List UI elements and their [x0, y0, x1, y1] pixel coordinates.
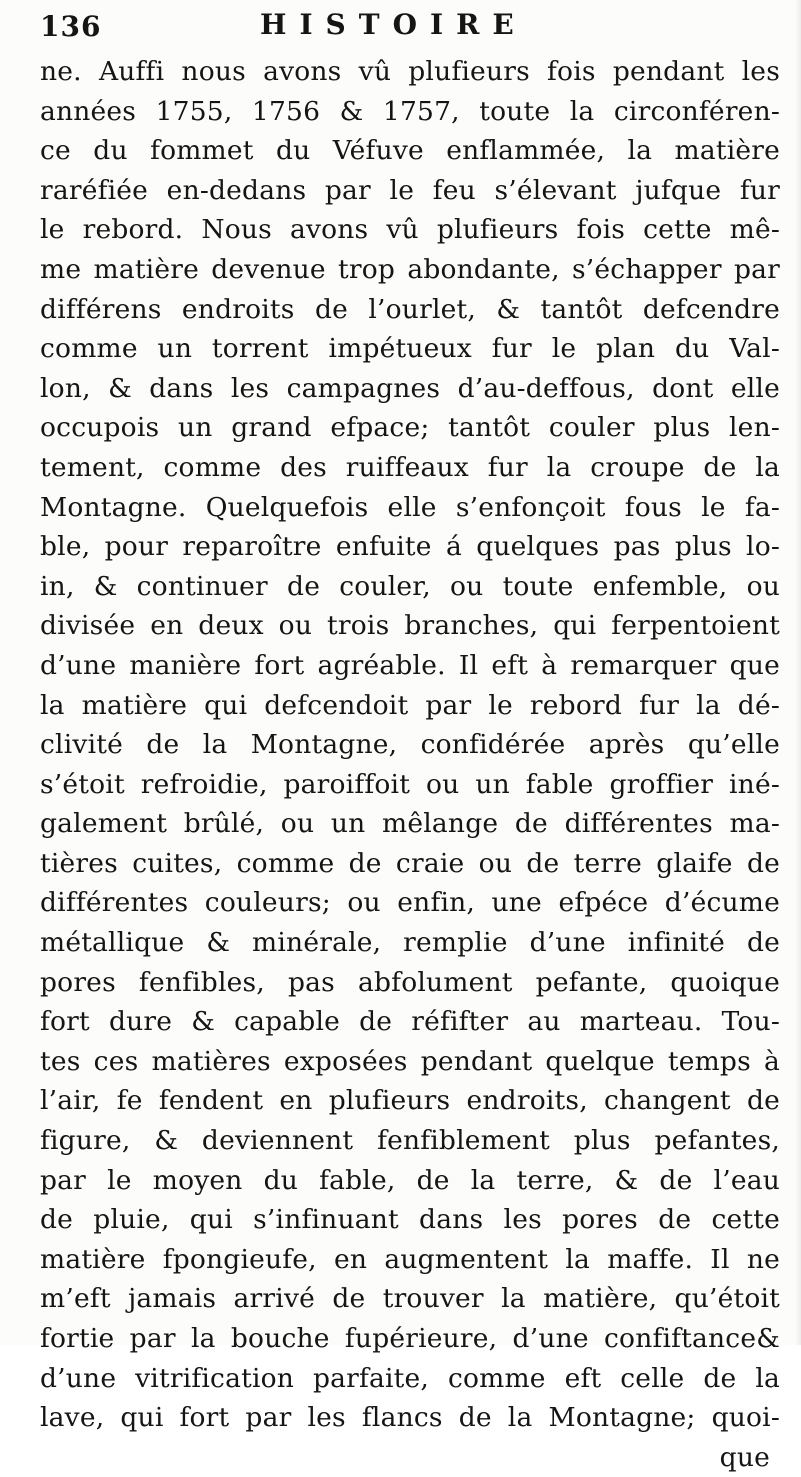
text-line: clivité de la Montagne, confidérée après qu’elle: [40, 729, 780, 761]
text-line: fortie par la bouche fupérieure, d’une confiftance&: [40, 1323, 780, 1354]
text-line: le rebord. Nous avons vû plufieurs fois cette mê-: [40, 214, 780, 246]
text-line: métallique & minérale, remplie d’une infinité de: [40, 927, 780, 959]
text-line: ble, pour reparoître enfuite á quelques pas plus lo-: [40, 531, 780, 563]
page-edge-shadow: [795, 0, 801, 1345]
text-line: la matière qui defcendoit par le rebord fur la dé-: [40, 689, 780, 721]
text-line: tement, comme des ruiffeaux fur la croupe de la: [40, 451, 780, 483]
running-title: HISTOIRE: [260, 8, 527, 41]
text-line: pores fenfibles, pas abfolument pefante, quoique: [40, 966, 780, 998]
text-line: raréfiée en-dedans par le feu s’élevant jufque fur: [40, 174, 780, 206]
text-line: me matière devenue trop abondante, s’échapper par: [40, 253, 780, 285]
text-line: d’une manière fort agréable. Il eft à remarquer que: [40, 649, 780, 681]
body-text: [40, 52, 780, 1477]
text-line: occupois un grand efpace; tantôt couler plus len-: [40, 412, 780, 444]
text-line: d’une vitrification parfaite, comme eft celle de la: [40, 1362, 780, 1394]
text-line: comme un torrent impétueux fur le plan du Val-: [40, 333, 780, 365]
text-line: de pluie, qui s’infinuant dans les pores de cette: [40, 1204, 780, 1236]
text-line: s’étoit refroidie, paroiffoit ou un fable groffier iné-: [40, 768, 780, 800]
page-header: [40, 6, 760, 48]
text-line: tières cuites, comme de craie ou de terre glaife de: [40, 847, 780, 879]
page-number: 136: [40, 10, 102, 43]
text-line: ce du fommet du Véfuve enflammée, la matière: [40, 135, 780, 167]
text-line: années 1755, 1756 & 1757, toute la circonféren-: [40, 95, 780, 127]
text-line: divisée en deux ou trois branches, qui ferpentoient: [40, 610, 780, 642]
text-line: Montagne. Quelquefois elle s’enfonçoit fous le fa-: [40, 491, 780, 523]
text-line: lon, & dans les campagnes d’au-deffous, dont elle: [40, 372, 780, 404]
text-line: différens endroits de l’ourlet, & tantôt defcendre: [40, 293, 780, 325]
text-line: par le moyen du fable, de la terre, & de l’eau: [40, 1164, 780, 1196]
text-line: matière fpongieufe, en augmentent la maffe. Il ne: [40, 1243, 780, 1275]
text-line: fort dure & capable de réfifter au marteau. Tou-: [40, 1006, 780, 1038]
text-line: lave, qui fort par les flancs de la Montagne; quoi-: [40, 1402, 780, 1434]
catchword: que: [719, 1441, 770, 1473]
text-line: l’air, fe fendent en plufieurs endroits, changent de: [40, 1085, 780, 1117]
text-line: galement brûlé, ou un mêlange de différentes ma-: [40, 808, 780, 840]
text-line: différentes couleurs; ou enfin, une efpéce d’écume: [40, 887, 780, 919]
text-line: m’eft jamais arrivé de trouver la matière, qu’étoit: [40, 1283, 780, 1315]
text-line: figure, & deviennent fenfiblement plus pefantes,: [40, 1125, 780, 1157]
text-line: ne. Auffi nous avons vû plufieurs fois pendant les: [40, 56, 780, 87]
text-line: tes ces matières exposées pendant quelque temps à: [40, 1045, 780, 1077]
text-line: in, & continuer de couler, ou toute enfemble, ou: [40, 570, 780, 602]
